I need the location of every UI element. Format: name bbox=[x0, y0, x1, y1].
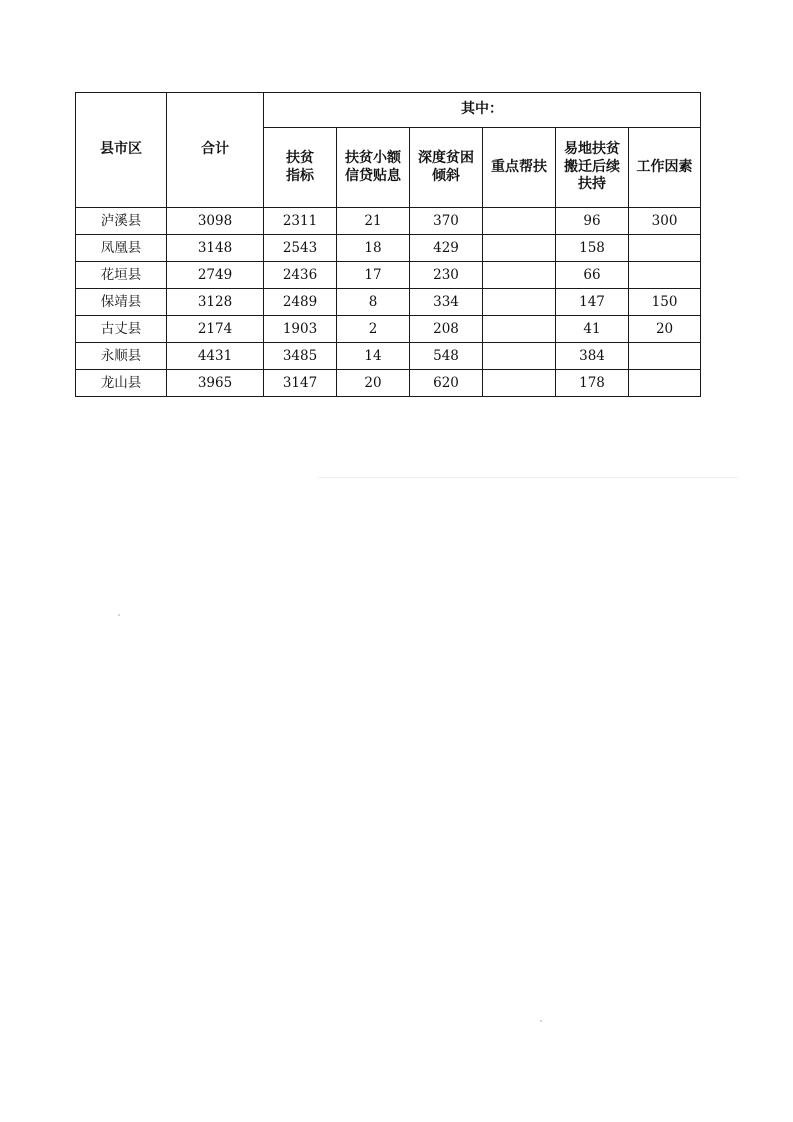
cell-microcredit-subsidy: 8 bbox=[337, 289, 410, 316]
table-header bbox=[76, 93, 701, 208]
table-body bbox=[76, 208, 701, 397]
table-row bbox=[76, 208, 701, 235]
cell-relocation-support: 384 bbox=[556, 343, 629, 370]
header-key-assistance: 重点帮扶 bbox=[483, 128, 556, 208]
cell-total: 3128 bbox=[167, 289, 264, 316]
header-microcredit-subsidy: 扶贫小额 信贷贴息 bbox=[337, 128, 410, 208]
scan-speck bbox=[118, 614, 120, 616]
cell-total: 3965 bbox=[167, 370, 264, 397]
allocation-table bbox=[75, 92, 701, 397]
cell-deep-poverty: 208 bbox=[410, 316, 483, 343]
cell-county: 凤凰县 bbox=[76, 235, 167, 262]
cell-deep-poverty: 334 bbox=[410, 289, 483, 316]
cell-key-assistance bbox=[483, 289, 556, 316]
cell-work-factor: 300 bbox=[629, 208, 701, 235]
cell-key-assistance bbox=[483, 208, 556, 235]
cell-deep-poverty: 230 bbox=[410, 262, 483, 289]
table-row bbox=[76, 262, 701, 289]
cell-key-assistance bbox=[483, 316, 556, 343]
table-row bbox=[76, 289, 701, 316]
header-work-factor: 工作因素 bbox=[629, 128, 701, 208]
cell-relocation-support: 158 bbox=[556, 235, 629, 262]
cell-poverty-quota: 1903 bbox=[264, 316, 337, 343]
cell-work-factor bbox=[629, 235, 701, 262]
cell-microcredit-subsidy: 14 bbox=[337, 343, 410, 370]
cell-total: 3098 bbox=[167, 208, 264, 235]
cell-poverty-quota: 3147 bbox=[264, 370, 337, 397]
cell-work-factor bbox=[629, 370, 701, 397]
cell-total: 2749 bbox=[167, 262, 264, 289]
cell-deep-poverty: 429 bbox=[410, 235, 483, 262]
cell-key-assistance bbox=[483, 262, 556, 289]
cell-total: 3148 bbox=[167, 235, 264, 262]
table-row bbox=[76, 316, 701, 343]
cell-relocation-support: 178 bbox=[556, 370, 629, 397]
cell-microcredit-subsidy: 21 bbox=[337, 208, 410, 235]
cell-microcredit-subsidy: 2 bbox=[337, 316, 410, 343]
cell-county: 花垣县 bbox=[76, 262, 167, 289]
cell-deep-poverty: 620 bbox=[410, 370, 483, 397]
cell-work-factor bbox=[629, 343, 701, 370]
scan-artifact-line bbox=[318, 477, 738, 478]
cell-relocation-support: 41 bbox=[556, 316, 629, 343]
cell-county: 泸溪县 bbox=[76, 208, 167, 235]
header-of-which: 其中： bbox=[264, 93, 701, 128]
cell-poverty-quota: 2489 bbox=[264, 289, 337, 316]
cell-microcredit-subsidy: 17 bbox=[337, 262, 410, 289]
table-row bbox=[76, 370, 701, 397]
header-deep-poverty: 深度贫困 倾斜 bbox=[410, 128, 483, 208]
header-poverty-quota: 扶贫 指标 bbox=[264, 128, 337, 208]
cell-total: 4431 bbox=[167, 343, 264, 370]
cell-key-assistance bbox=[483, 370, 556, 397]
table-row bbox=[76, 343, 701, 370]
header-county: 县市区 bbox=[76, 93, 167, 208]
header-relocation-support: 易地扶贫 搬迁后续 扶持 bbox=[556, 128, 629, 208]
cell-county: 龙山县 bbox=[76, 370, 167, 397]
cell-county: 永顺县 bbox=[76, 343, 167, 370]
cell-relocation-support: 66 bbox=[556, 262, 629, 289]
cell-relocation-support: 96 bbox=[556, 208, 629, 235]
cell-total: 2174 bbox=[167, 316, 264, 343]
cell-microcredit-subsidy: 20 bbox=[337, 370, 410, 397]
header-total: 合计 bbox=[167, 93, 264, 208]
cell-poverty-quota: 2436 bbox=[264, 262, 337, 289]
cell-relocation-support: 147 bbox=[556, 289, 629, 316]
cell-deep-poverty: 370 bbox=[410, 208, 483, 235]
cell-key-assistance bbox=[483, 343, 556, 370]
cell-poverty-quota: 2311 bbox=[264, 208, 337, 235]
cell-county: 古丈县 bbox=[76, 316, 167, 343]
cell-work-factor: 20 bbox=[629, 316, 701, 343]
cell-microcredit-subsidy: 18 bbox=[337, 235, 410, 262]
cell-work-factor bbox=[629, 262, 701, 289]
table-row bbox=[76, 235, 701, 262]
cell-work-factor: 150 bbox=[629, 289, 701, 316]
scan-speck bbox=[540, 1020, 542, 1022]
cell-poverty-quota: 3485 bbox=[264, 343, 337, 370]
cell-deep-poverty: 548 bbox=[410, 343, 483, 370]
cell-county: 保靖县 bbox=[76, 289, 167, 316]
cell-key-assistance bbox=[483, 235, 556, 262]
cell-poverty-quota: 2543 bbox=[264, 235, 337, 262]
